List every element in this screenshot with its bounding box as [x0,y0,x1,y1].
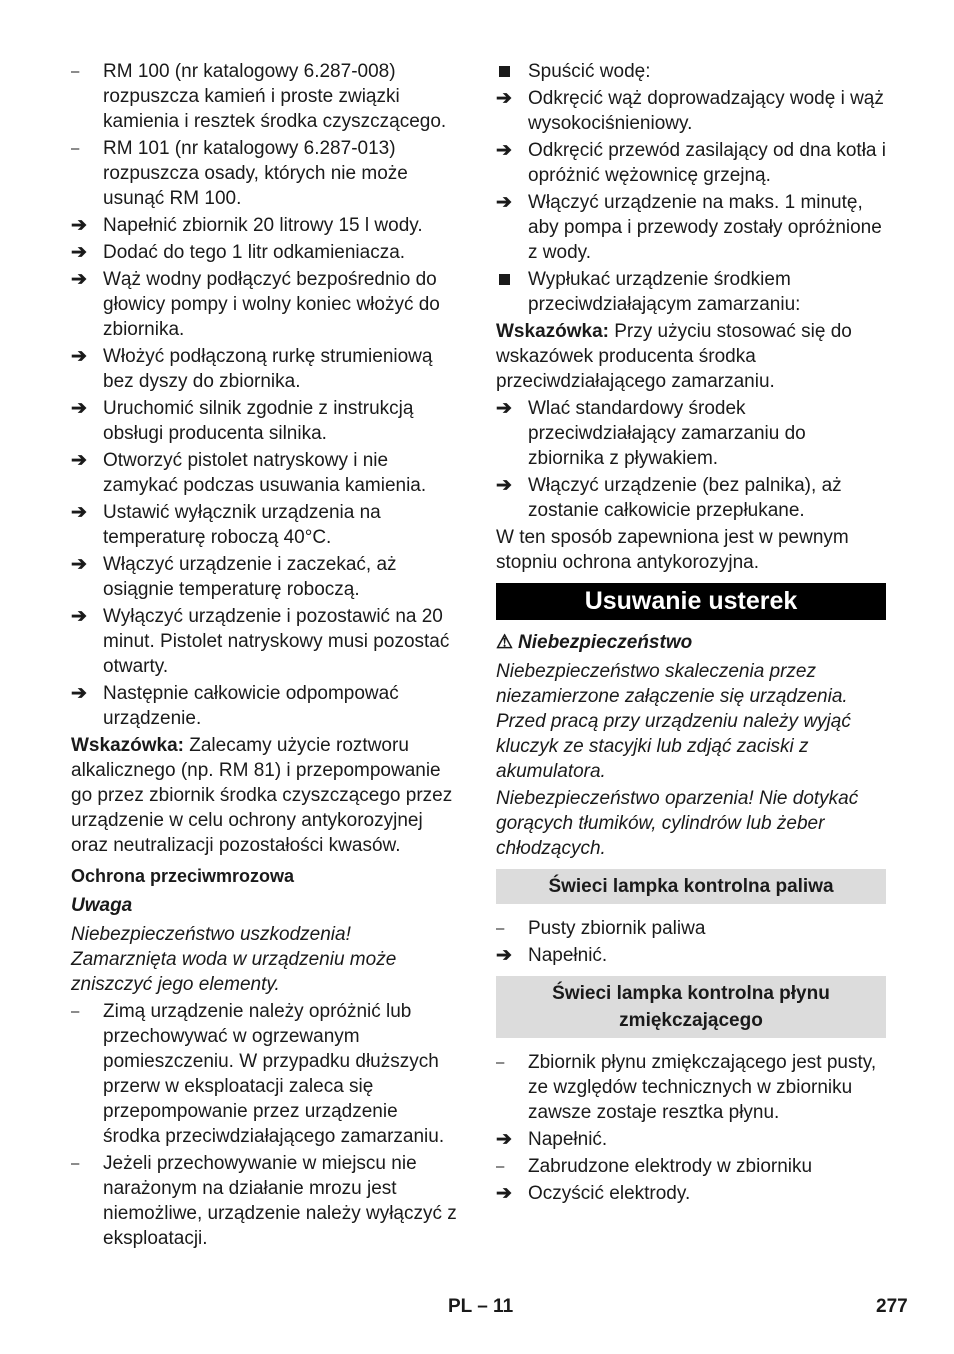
list-item [71,500,459,550]
arrow-right-icon: ➔ [71,554,87,575]
list-item [496,943,886,968]
list-item [496,190,886,265]
softener-lamp-heading: Świeci lampka kontrolna płynu zmiękczającego [496,976,886,1038]
drain-list [496,59,886,317]
frost-list [71,999,459,1251]
list-item [496,473,886,523]
list-item-text: Oczyścić elektrody. [528,1183,691,1204]
list-item-text: Włożyć podłączoną rurkę strumieniową bez dyszy do zbiornika. [103,346,433,392]
list-item [71,136,459,211]
note-text: Zalecamy użycie roztworu alkalicznego (np. RM 81) i przepompowanie go przez zbiornik środka czyszczącego przez urządzenie w celu ochrony antykorozyjnej oraz neutralizacji pozostałości kwasów. [71,735,453,856]
left-instruction-list [71,59,459,731]
list-item [71,267,459,342]
note-label-2: Wskazówka: [496,321,609,342]
arrow-right-icon: ➔ [496,398,512,419]
list-item-text: Napełnić. [528,945,608,966]
list-item-text: Napełnić zbiornik 20 litrowy 15 l wody. [103,215,423,236]
list-item-text: Odkręcić przewód zasilający od dna kotła i opróżnić wężownicę grzejną. [528,140,887,186]
list-item-text: Napełnić. [528,1129,608,1150]
list-item-text: Zbiornik płynu zmiękczającego jest pusty, ze względów technicznych w zbiorniku zawsze zostaje resztka płynu. [528,1052,877,1123]
list-item-text: Zimą urządzenie należy opróżnić lub przechowywać w ogrzewanym pomieszczeniu. W przypadku dłuższych przerw w eksploatacji zaleca się przepompowanie przez urządzenie środka przeciwdziałającego zamarzaniu. [103,1001,445,1147]
list-item-text: Dodać do tego 1 litr odkamieniacza. [103,242,406,263]
list-item-text: Wyłączyć urządzenie i pozostawić na 20 minut. Pistolet natryskowy musi pozostać otwarty. [103,606,450,677]
list-item-text: RM 100 (nr katalogowy 6.287-008) rozpuszcza kamień i proste związki kamienia i resztek środka czyszczącego. [103,61,447,132]
arrow-right-icon: ➔ [496,475,512,496]
arrow-right-icon: ➔ [71,398,87,419]
list-item-text: Ustawić wyłącznik urządzenia na temperaturę roboczą 40°C. [103,502,381,548]
arrow-right-icon: ➔ [496,1183,512,1204]
closing-text: W ten sposób zapewniona jest w pewnym stopniu ochrona antykorozyjna. [496,527,849,573]
list-item-text: Odkręcić wąż doprowadzający wodę i wąż wysokociśnieniowy. [528,88,884,134]
dash-bullet-icon: – [71,63,80,80]
arrow-right-icon: ➔ [496,945,512,966]
list-item [496,1127,886,1152]
danger-text-1: Niebezpieczeństwo skaleczenia przez niezamierzone załączenie się urządzenia. Przed pracą przy urządzeniu należy wyjąć kluczyk ze stacyjki lub zdjąć zaciski z akumulatora. [496,661,851,782]
footer-lang-page: PL – 11 [448,1296,514,1317]
list-item-text: Spuścić wodę: [528,61,651,82]
list-item-text: Włączyć urządzenie i zaczekać, aż osiągnie temperaturę roboczą. [103,554,397,600]
arrow-right-icon: ➔ [71,502,87,523]
list-item [71,396,459,446]
dash-bullet-icon: – [71,140,80,157]
caution-text: Niebezpieczeństwo uszkodzenia! Zamarznięta woda w urządzeniu może zniszczyć jego elementy. [71,924,397,995]
list-item [71,213,459,238]
note-paragraph [71,733,459,858]
list-item [496,1050,886,1125]
list-item [71,681,459,731]
dash-bullet-icon: – [496,920,505,937]
warning-triangle-icon: ⚠ [496,632,514,653]
arrow-right-icon: ➔ [71,346,87,367]
square-bullet-icon [499,274,510,285]
dash-bullet-icon: – [71,1003,80,1020]
list-item [71,999,459,1149]
list-item [71,448,459,498]
list-item-text: Pusty zbiornik paliwa [528,918,706,939]
caution-title: Uwaga [71,895,133,916]
list-item-text: Włączyć urządzenie (bez palnika), aż zostanie całkowicie przepłukane. [528,475,842,521]
list-item [496,59,886,84]
danger-text-2: Niebezpieczeństwo oparzenia! Nie dotykać gorących tłumików, cylindrów lub żeber chłodzących. [496,788,859,859]
dash-bullet-icon: – [496,1158,505,1175]
list-item [496,1181,886,1206]
list-item [71,344,459,394]
fuel-lamp-heading: Świeci lampka kontrolna paliwa [496,869,886,904]
fuel-lamp-list [496,916,886,968]
list-item-text: Wlać standardowy środek przeciwdziałający zamarzaniu do zbiornika z pływakiem. [528,398,806,469]
arrow-right-icon: ➔ [496,140,512,161]
list-item [71,552,459,602]
list-item-text: Uruchomić silnik zgodnie z instrukcją obsługi producenta silnika. [103,398,414,444]
arrow-right-icon: ➔ [71,683,87,704]
list-item-text: Otworzyć pistolet natryskowy i nie zamykać podczas usuwania kamienia. [103,450,427,496]
list-item-text: Wypłukać urządzenie środkiem przeciwdziałającym zamarzaniu: [528,269,801,315]
dash-bullet-icon: – [71,1155,80,1172]
list-item [496,916,886,941]
list-item-text: Włączyć urządzenie na maks. 1 minutę, aby pompa i przewody zostały opróżnione z wody. [528,192,882,263]
arrow-right-icon: ➔ [496,88,512,109]
arrow-right-icon: ➔ [496,192,512,213]
square-bullet-icon [499,66,510,77]
arrow-right-icon: ➔ [71,242,87,263]
page-number: 277 [876,1296,908,1317]
arrow-right-icon: ➔ [71,215,87,236]
list-item-text: Następnie całkowicie odpompować urządzenie. [103,683,399,729]
left-column [71,59,459,1253]
right-column [496,59,886,1208]
note-text-2: Przy użyciu stosować się do wskazówek producenta środka przeciwdziałającego zamarzaniu. [496,321,852,392]
note-label: Wskazówka: [71,735,184,756]
list-item [496,86,886,136]
list-item [496,1154,886,1179]
arrow-right-icon: ➔ [71,269,87,290]
arrow-right-icon: ➔ [71,450,87,471]
list-item [496,396,886,471]
softener-lamp-list [496,1050,886,1206]
list-item [496,138,886,188]
list-item [71,240,459,265]
list-item-text: Zabrudzone elektrody w zbiorniku [528,1156,813,1177]
arrow-right-icon: ➔ [71,606,87,627]
arrow-right-icon: ➔ [496,1129,512,1150]
list-item [496,267,886,317]
section-heading-frost: Ochrona przeciwmrozowa [71,866,295,886]
danger-title-text: Niebezpieczeństwo [518,632,693,653]
list-item [71,1151,459,1251]
danger-title [496,630,886,655]
note-paragraph-2 [496,319,886,394]
list-item-text: RM 101 (nr katalogowy 6.287-013) rozpuszcza osady, których nie może usunąć RM 100. [103,138,408,209]
list-item [71,604,459,679]
section-banner: Usuwanie usterek [496,583,886,620]
dash-bullet-icon: – [496,1054,505,1071]
list-item [71,59,459,134]
list-item-text: Jeżeli przechowywanie w miejscu nie narażonym na działanie mrozu jest niemożliwe, urządzenie należy wyłączyć z eksploatacji. [103,1153,457,1249]
list-item-text: Wąż wodny podłączyć bezpośrednio do głowicy pompy i wolny koniec włożyć do zbiornika. [103,269,440,340]
antifreeze-list [496,396,886,523]
